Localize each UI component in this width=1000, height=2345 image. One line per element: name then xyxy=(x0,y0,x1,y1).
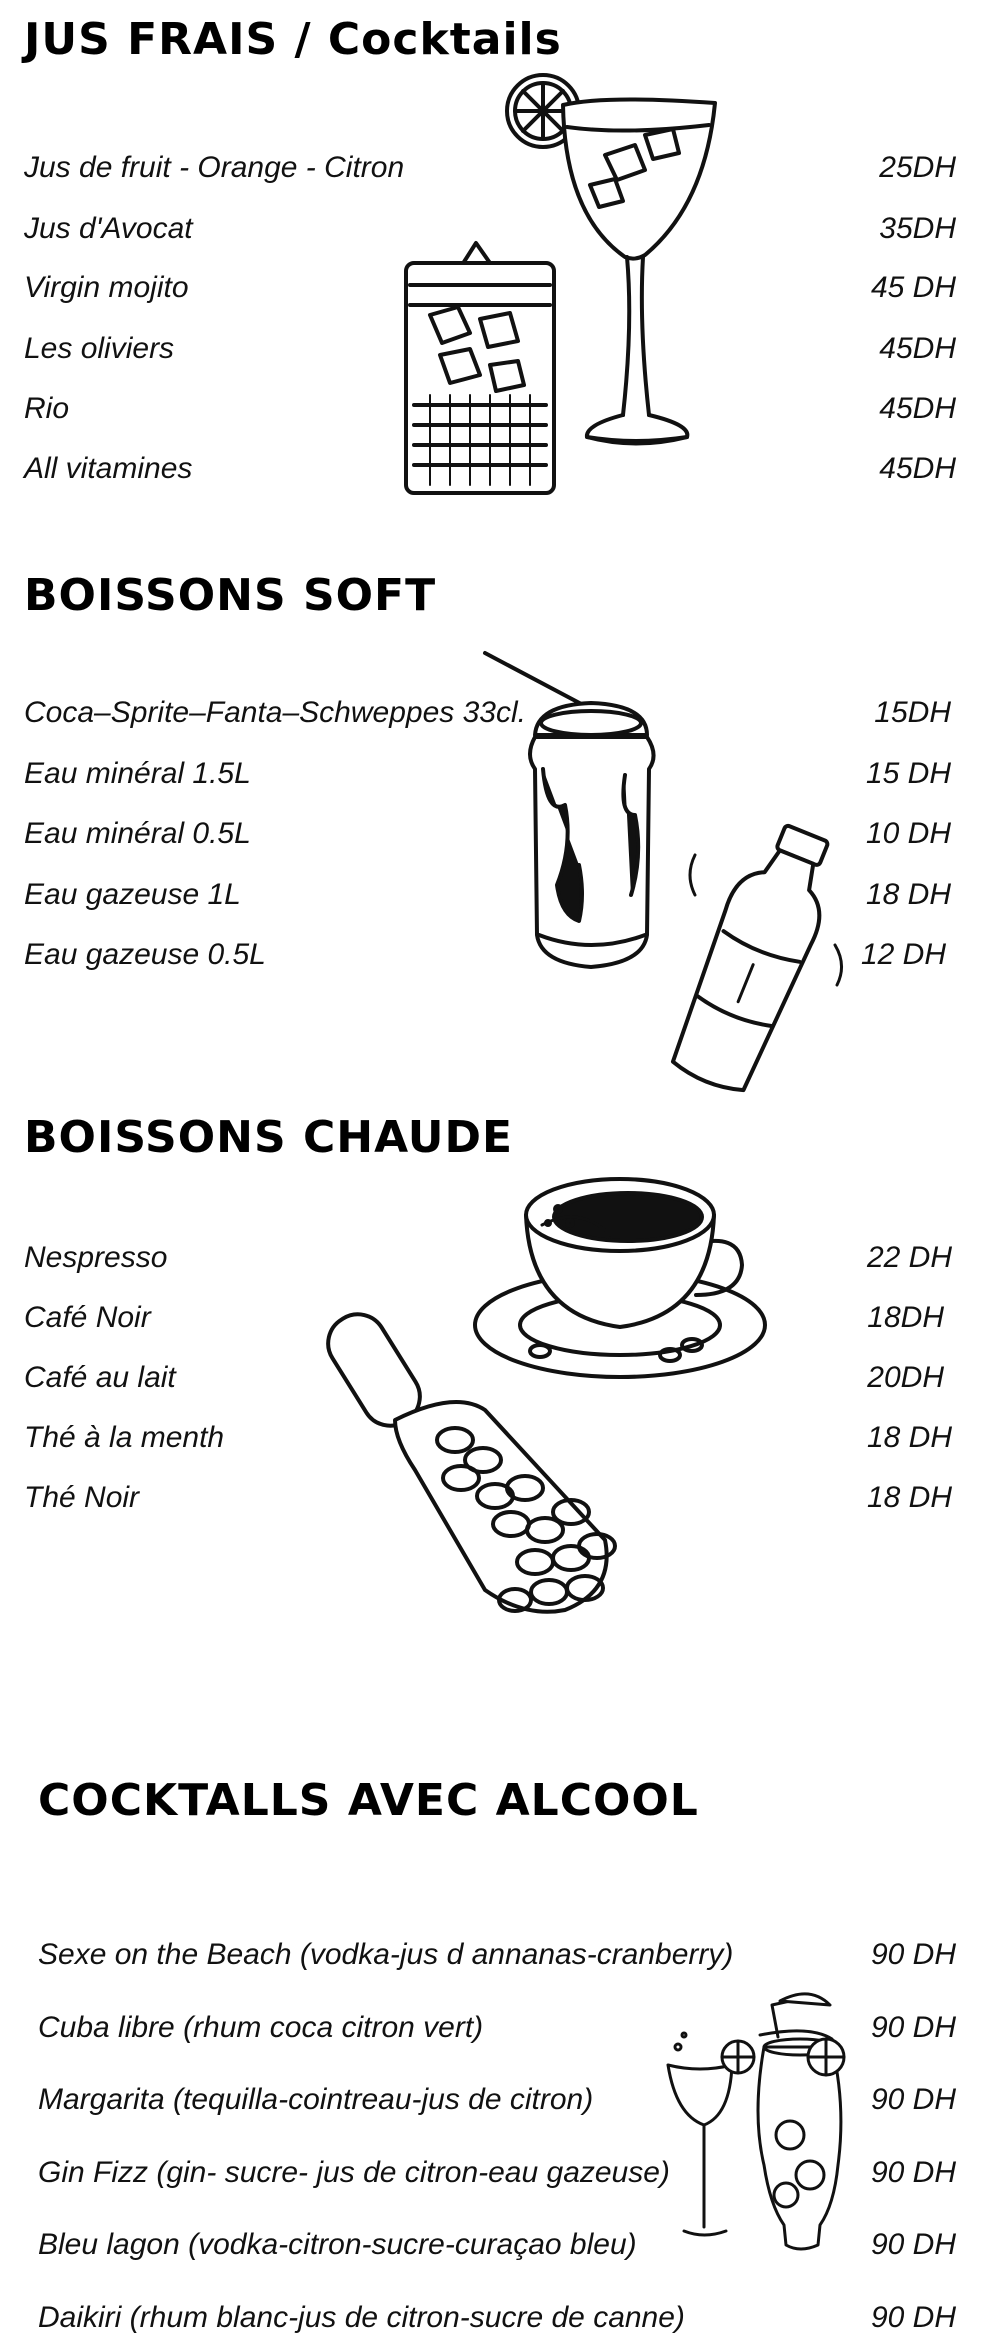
section-title-jus-frais: JUS FRAIS / Cocktails xyxy=(24,14,562,65)
menu-item-name: All vitamines xyxy=(24,452,193,485)
menu-item-price: 45DH xyxy=(879,332,956,365)
menu-item-price: 45 DH xyxy=(870,271,956,304)
section-title-boissons-soft: BOISSONS SOFT xyxy=(24,570,437,621)
section-title-boissons-chaude: BOISSONS CHAUDE xyxy=(24,1112,514,1163)
menu-item-price: 25DH xyxy=(879,151,956,184)
menu-item-name: Les oliviers xyxy=(24,332,175,365)
menu-item-name: Thé Noir xyxy=(24,1481,140,1514)
iced-tumbler-icon xyxy=(400,235,560,500)
menu-item-name: Bleu lagon (vodka-citron-sucre-curaçao bleu) xyxy=(38,2228,637,2261)
menu-item-price: 18 DH xyxy=(865,878,951,911)
cocktail-glasses-icon xyxy=(660,1995,845,2260)
menu-item-name: Eau minéral 1.5L xyxy=(24,757,251,790)
menu-item-name: Café Noir xyxy=(24,1301,151,1334)
menu-item-price: 90 DH xyxy=(870,2083,956,2116)
menu-item-price: 20DH xyxy=(867,1361,944,1394)
menu-item-name: Rio xyxy=(24,392,70,425)
menu-item-price: 35DH xyxy=(879,212,956,245)
coffee-scoop-icon xyxy=(335,1300,630,1630)
menu-item-price: 45DH xyxy=(879,452,956,485)
water-bottle-icon xyxy=(655,815,855,1105)
menu-item-name: Gin Fizz (gin- sucre- jus de citron-eau gazeuse) xyxy=(38,2156,670,2189)
menu-item-name: Eau minéral 0.5L xyxy=(24,817,251,850)
menu-item-price: 18 DH xyxy=(866,1421,952,1454)
menu-item-name: Eau gazeuse 0.5L xyxy=(24,938,266,971)
menu-item-price: 10 DH xyxy=(865,817,951,850)
menu-item-price: 45DH xyxy=(879,392,956,425)
menu-item-price: 90 DH xyxy=(870,2011,956,2044)
menu-item-name: Virgin mojito xyxy=(24,271,189,304)
menu-item-price: 18DH xyxy=(867,1301,944,1334)
menu-item-name: Thé à la menth xyxy=(24,1421,225,1454)
menu-item-name: Cuba libre (rhum coca citron vert) xyxy=(38,2011,484,2044)
menu-item-name: Café au lait xyxy=(24,1361,176,1394)
section-title-cocktails-alcool: COCKTALLS AVEC ALCOOL xyxy=(38,1775,699,1826)
menu-item-name: Eau gazeuse 1L xyxy=(24,878,241,911)
menu-item-name: Nespresso xyxy=(24,1241,168,1274)
menu-item xyxy=(38,1935,956,1975)
menu-item-price: 15 DH xyxy=(865,757,951,790)
menu-item-name: Coca–Sprite–Fanta–Schweppes 33cl. xyxy=(24,696,526,729)
menu-item xyxy=(24,148,956,188)
menu-item-price: 18 DH xyxy=(866,1481,952,1514)
menu-item-name: Sexe on the Beach (vodka-jus d annanas-cranberry) xyxy=(38,1938,734,1971)
menu-item-name: Margarita (tequilla-cointreau-jus de citron) xyxy=(38,2083,594,2116)
menu-item-price: 90 DH xyxy=(870,2228,956,2261)
menu-item-price: 90 DH xyxy=(870,2301,956,2334)
menu-item-price: 90 DH xyxy=(870,2156,956,2189)
menu-item-name: Jus de fruit - Orange - Citron xyxy=(24,151,405,184)
menu-item-price: 12 DH xyxy=(860,938,946,971)
menu-item xyxy=(38,2298,956,2338)
menu-item-price: 90 DH xyxy=(870,1938,956,1971)
menu-item-price: 15DH xyxy=(874,696,951,729)
menu-item-price: 22 DH xyxy=(866,1241,952,1274)
menu-item-name: Daikiri (rhum blanc-jus de citron-sucre de canne) xyxy=(38,2301,685,2334)
menu-item-name: Jus d'Avocat xyxy=(24,212,193,245)
